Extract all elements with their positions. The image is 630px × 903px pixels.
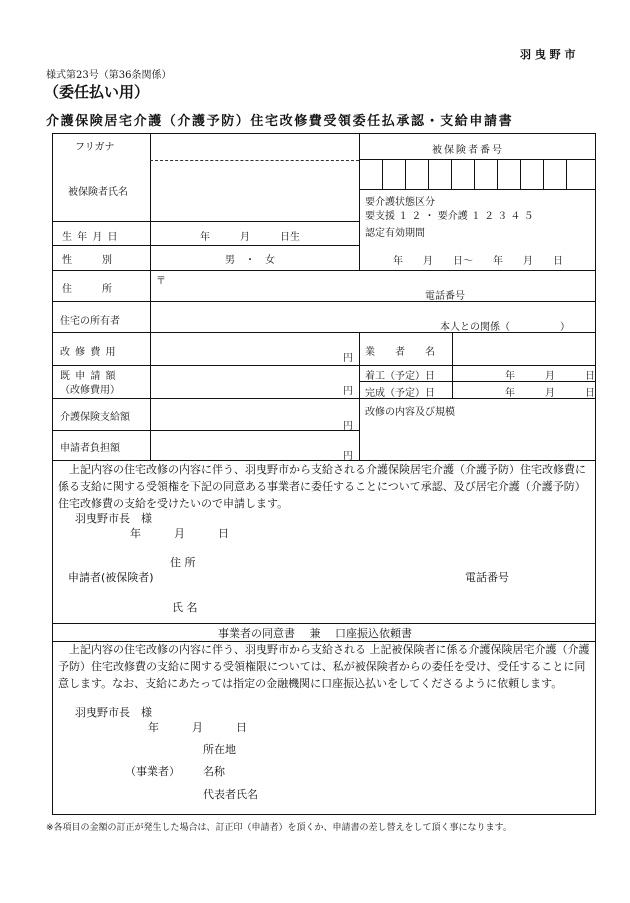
consent-title: 事業者の同意書 兼 口座振込依頼書 — [218, 627, 412, 640]
city-name: 羽 曳 野 市 — [520, 48, 576, 61]
furigana-label: フリガナ — [75, 142, 115, 153]
insured-number-label: 被保険者番号 — [432, 145, 504, 156]
previous-application-sublabel: （改修費用） — [60, 385, 120, 396]
postal-mark: 〒 — [156, 276, 166, 287]
phone-label: 電話番号 — [425, 291, 465, 302]
business-label: （事業者） — [125, 765, 180, 778]
relation-label[interactable]: 本人との関係（ ） — [440, 322, 570, 333]
application-date[interactable]: 年 月 日 — [130, 527, 229, 540]
sex-value[interactable]: 男 ・ 女 — [225, 255, 275, 266]
contractor-label: 業 者 名 — [365, 347, 435, 358]
insured-name-label: 被保険者氏名 — [68, 187, 128, 198]
applicant-name-label: 氏 名 — [172, 601, 198, 614]
sex-label: 性 別 — [62, 255, 112, 266]
furigana-input[interactable] — [150, 160, 359, 161]
form-number: 様式第23号（第36条関係） — [46, 70, 172, 81]
applicant-phone-label: 電話番号 — [465, 571, 509, 584]
self-pay-yen: 円 — [343, 451, 353, 462]
cert-period-value[interactable]: 年 月 日～ 年 月 日 — [393, 256, 563, 267]
business-location-label: 所在地 — [203, 743, 236, 756]
self-pay-label: 申請者負担額 — [60, 443, 120, 454]
insurance-payment-label: 介護保険支給額 — [60, 412, 130, 423]
applicant-address-label: 住 所 — [170, 556, 196, 569]
consent-addressee: 羽曳野市長 様 — [75, 706, 152, 719]
details-label: 改修の内容及び規模 — [365, 407, 455, 418]
care-status-label: 要介護状態区分 — [365, 197, 435, 208]
birth-date-label: 生 年 月 日 — [62, 232, 119, 243]
start-date-label: 着工（予定）日 — [365, 371, 435, 382]
business-name-label: 名称 — [203, 765, 225, 778]
renovation-cost-label: 改 修 費 用 — [60, 347, 117, 358]
complete-date-value[interactable]: 年 月 日 — [505, 388, 595, 399]
applicant-label: 申請者(被保険者) — [68, 571, 154, 584]
consent-statement: 上記内容の住宅改修の内容に伴う、羽曳野市から支給される 上記被保険者に係る介護保険居宅介護（介護予防）住宅改修費の支給に関する受領権限については、私が被保険者からの委任を受け、受任することに同意します。なお、支給にあたっては指定の金融機関に口座振込払いをしてくださるように依頼します。 — [58, 643, 590, 690]
care-levels[interactable]: 要支援 １ ２ ・ 要介護 １ ２ ３ ４ ５ — [365, 211, 534, 222]
renovation-cost-yen: 円 — [343, 353, 353, 364]
application-addressee: 羽曳野市長 様 — [75, 512, 152, 525]
previous-application-label: 既 申 請 額 — [60, 371, 117, 382]
address-label: 住 所 — [62, 284, 112, 295]
cert-period-label: 認定有効期間 — [365, 228, 425, 239]
consent-date[interactable]: 年 月 日 — [148, 721, 247, 734]
form-title: 介護保険居宅介護（介護予防）住宅改修費受領委任払承認・支給申請書 — [46, 114, 514, 129]
birth-date-value[interactable]: 年 月 日生 — [200, 232, 300, 243]
representative-label: 代表者氏名 — [203, 788, 258, 801]
owner-label: 住宅の所有者 — [60, 316, 120, 327]
complete-date-label: 完成（予定）日 — [365, 388, 435, 399]
previous-application-yen: 円 — [343, 386, 353, 397]
insurance-payment-yen: 円 — [343, 421, 353, 432]
form-variant: （委任払い用） — [44, 83, 150, 101]
application-statement: 上記内容の住宅改修の内容に伴う、羽曳野市から支給される介護保険居宅介護（介護予防）住宅改修費に係る支給に関する受領権を下記の同意ある事業者に委任することについて承認、及び居宅介護（介護予防）住宅改修費の支給を受けたいので申請します。 — [58, 463, 586, 510]
footnote: ※各項目の金額の訂正が発生した場合は、訂正印（申請者）を頂くか、申請書の差し替えをして頂く事になります。 — [46, 823, 512, 833]
start-date-value[interactable]: 年 月 日 — [505, 371, 595, 382]
